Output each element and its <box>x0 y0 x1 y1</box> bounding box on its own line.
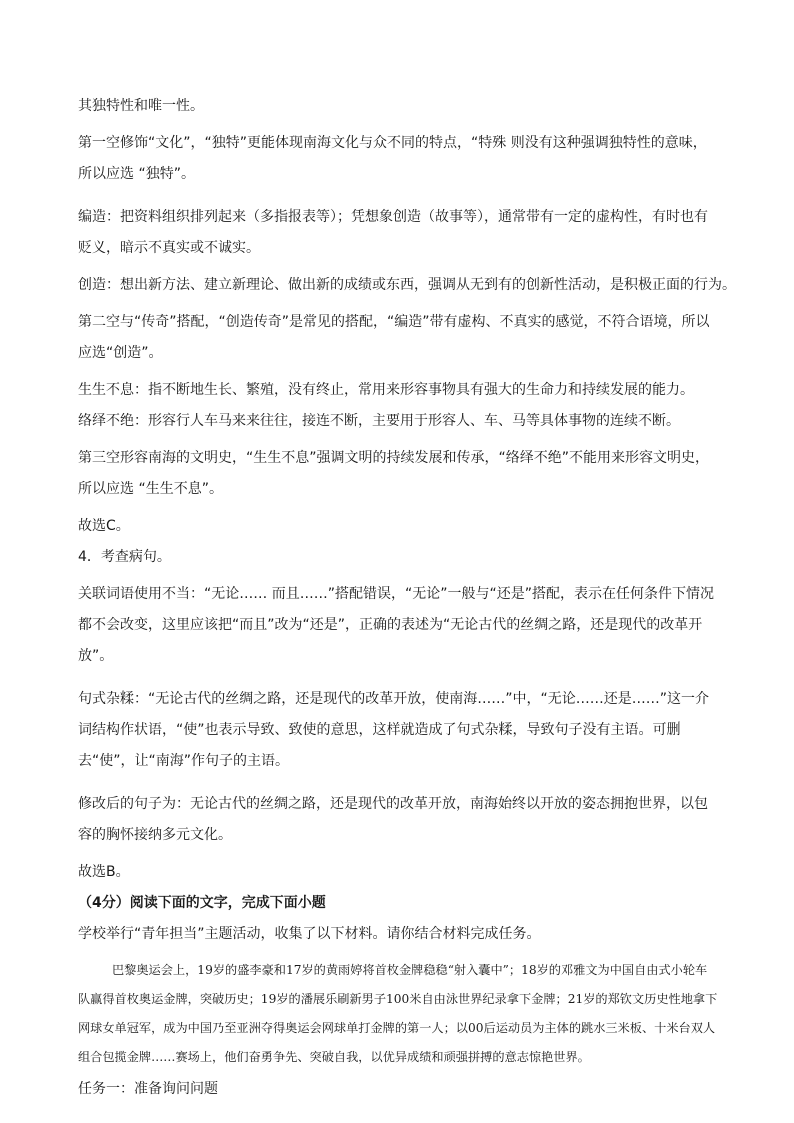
document-body <box>78 97 736 1111</box>
paragraph: 第一空修饰“文化”，“独特”更能体现南海文化与众不同的特点，“特殊 则没有这种强调独特性的意味，所以应选 “独特”。 <box>78 135 707 182</box>
paragraph: 编造：把资料组织排列起来（多指报表等）；凭想象创造（故事等），通常带有一定的虚构性，有时也有贬义，暗示不真实或不诚实。 <box>78 209 708 256</box>
paragraph: 生生不息：指不断地生长、繁殖，没有终止，常用来形容事物具有强大的生命力和持续发展的能力。 <box>78 382 694 398</box>
paragraph: 故选B。 <box>78 864 130 880</box>
paragraph: 第三空形容南海的文明史，“生生不息”强调文明的持续发展和传承，“络绎不绝”不能用来形容文明史，所以应选 “生生不息”。 <box>78 450 710 497</box>
material-text: 巴黎奥运会上，19岁的盛李豪和17岁的黄雨婷将首枚金牌稳稳“射入囊中”；18岁的邓雅文为中国自由式小轮车队赢得首枚奥运金牌，突破历史；19岁的潘展乐刷新男子100米自由泳世界纪录拿下金牌；21岁的郑钦文历史性地拿下网球女单冠军，成为中国乃至亚洲夺得奥运会网球单打金牌的第一人；以00后运动员为主体的跳水三米板、十米台双人组合包揽金牌……赛场上，他们奋勇争先、突破自我，以优异成绩和顽强拼搏的意志惊艳世界。 <box>78 963 718 1064</box>
section-heading: （4分）阅读下面的文字，完成下面小题 <box>78 895 326 911</box>
reading-material <box>78 956 718 1072</box>
question-number: 4．考查病句。 <box>78 549 171 565</box>
task-heading: 任务一：准备询问问题 <box>78 1081 218 1097</box>
paragraph: 其独特性和唯一性。 <box>78 98 204 114</box>
paragraph: 故选C。 <box>78 518 130 534</box>
paragraph: 络绎不绝：形容行人车马来来往往，接连不断，主要用于形容人、车、马等具体事物的连续不断。 <box>78 413 680 429</box>
paragraph: 创造：想出新方法、建立新理论、做出新的成绩或东西，强调从无到有的创新性活动，是积极正面的行为。 <box>78 277 736 293</box>
intro-text: 学校举行“青年担当”主题活动，收集了以下材料。请你结合材料完成任务。 <box>78 926 541 942</box>
paragraph: 关联词语使用不当：“无论…… 而且……”搭配错误，“无论”一般与“还是”搭配，表示在任何条件下情况都不会改变，这里应该把“而且”改为“还是”，正确的表述为“无论古代的丝绸之路，还是现代的改革开放”。 <box>78 586 714 664</box>
paragraph: 句式杂糅：“无论古代的丝绸之路，还是现代的改革开放，使南海……”中，“无论……还是……”这一介词结构作状语，“使”也表示导致、致使的意思，这样就造成了句式杂糅，导致句子没有主语。可删去“使”，让“南海”作句子的主语。 <box>78 691 710 769</box>
paragraph: 第二空与“传奇”搭配，“创造传奇”是常见的搭配，“编造”带有虚构、不真实的感觉，不符合语境，所以应选“创造”。 <box>78 314 710 361</box>
paragraph: 修改后的句子为：无论古代的丝绸之路，还是现代的改革开放，南海始终以开放的姿态拥抱世界，以包容的胸怀接纳多元文化。 <box>78 796 708 843</box>
